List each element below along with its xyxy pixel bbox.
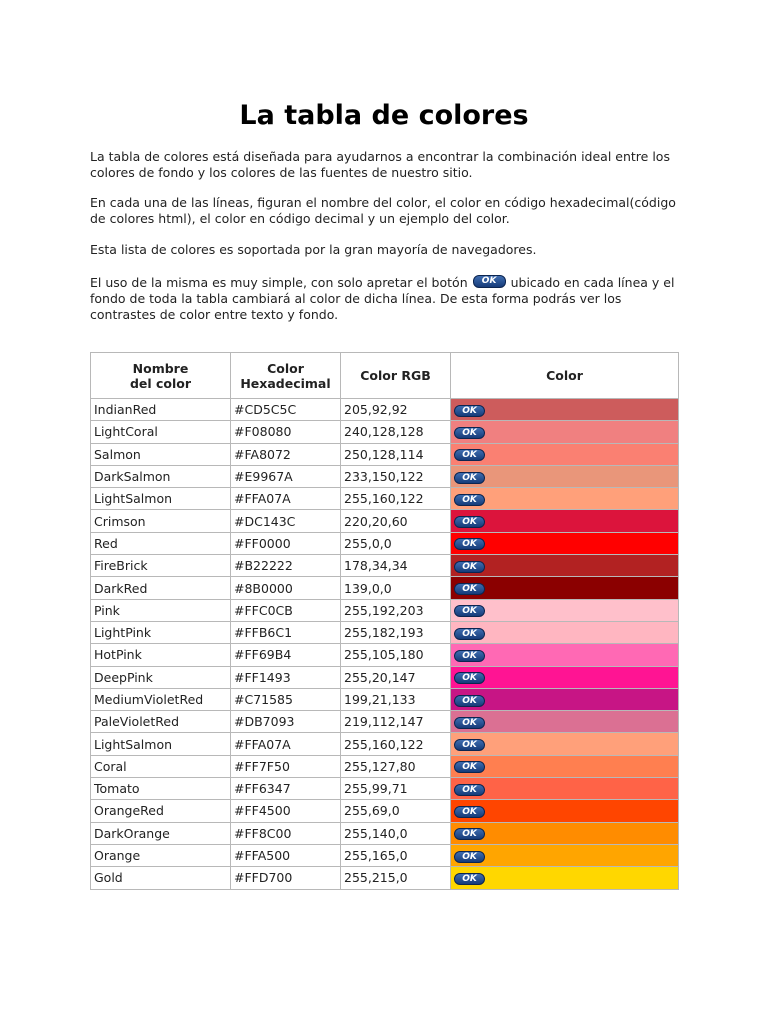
cell-name: DarkSalmon: [91, 465, 231, 487]
cell-hex: #F08080: [231, 421, 341, 443]
table-row: [91, 800, 679, 822]
cell-name: Gold: [91, 867, 231, 889]
ok-button[interactable]: OK: [454, 717, 485, 729]
cell-hex: #FF6347: [231, 778, 341, 800]
ok-button[interactable]: OK: [454, 851, 485, 863]
cell-name: Orange: [91, 844, 231, 866]
cell-color-swatch: [451, 822, 679, 844]
cell-rgb: 255,192,203: [341, 599, 451, 621]
ok-button[interactable]: OK: [454, 650, 485, 662]
cell-hex: #FFA07A: [231, 733, 341, 755]
cell-color-swatch: [451, 666, 679, 688]
cell-name: LightPink: [91, 621, 231, 643]
cell-name: Red: [91, 532, 231, 554]
cell-rgb: 205,92,92: [341, 399, 451, 421]
ok-button[interactable]: OK: [454, 873, 485, 885]
table-row: [91, 711, 679, 733]
ok-button[interactable]: OK: [454, 427, 485, 439]
ok-button[interactable]: OK: [454, 583, 485, 595]
cell-rgb: 255,99,71: [341, 778, 451, 800]
cell-rgb: 139,0,0: [341, 577, 451, 599]
ok-button[interactable]: OK: [454, 761, 485, 773]
cell-color-swatch: [451, 733, 679, 755]
cell-color-swatch: [451, 555, 679, 577]
intro-p4-before: El uso de la misma es muy simple, con solo apretar el botón: [90, 275, 468, 290]
cell-color-swatch: [451, 443, 679, 465]
cell-name: HotPink: [91, 644, 231, 666]
cell-rgb: 255,160,122: [341, 488, 451, 510]
table-row: [91, 644, 679, 666]
cell-hex: #FF4500: [231, 800, 341, 822]
cell-name: Salmon: [91, 443, 231, 465]
cell-hex: #FFC0CB: [231, 599, 341, 621]
cell-color-swatch: [451, 599, 679, 621]
cell-hex: #FF69B4: [231, 644, 341, 666]
cell-rgb: 255,215,0: [341, 867, 451, 889]
cell-name: PaleVioletRed: [91, 711, 231, 733]
cell-hex: #B22222: [231, 555, 341, 577]
cell-hex: #FFB6C1: [231, 621, 341, 643]
cell-color-swatch: [451, 510, 679, 532]
cell-rgb: 255,182,193: [341, 621, 451, 643]
ok-button[interactable]: OK: [454, 806, 485, 818]
cell-name: LightSalmon: [91, 733, 231, 755]
cell-color-swatch: [451, 488, 679, 510]
intro-paragraph-1: La tabla de colores está diseñada para ayudarnos a encontrar la combinación ideal entre los colores de fondo y los colores de las fuentes de nuestro sitio.: [90, 149, 670, 180]
table-row: [91, 443, 679, 465]
ok-button[interactable]: OK: [454, 472, 485, 484]
ok-button[interactable]: OK: [454, 672, 485, 684]
cell-name: IndianRed: [91, 399, 231, 421]
cell-hex: #FA8072: [231, 443, 341, 465]
table-row: [91, 621, 679, 643]
ok-button[interactable]: OK: [454, 628, 485, 640]
table-row: [91, 688, 679, 710]
inline-ok-button[interactable]: OK: [473, 275, 506, 288]
cell-rgb: 178,34,34: [341, 555, 451, 577]
header-color-hex: Color Hexadecimal: [231, 353, 341, 399]
table-row: [91, 577, 679, 599]
cell-hex: #FF8C00: [231, 822, 341, 844]
header-color-name: Nombre del color: [91, 353, 231, 399]
cell-rgb: 250,128,114: [341, 443, 451, 465]
cell-color-swatch: [451, 711, 679, 733]
cell-color-swatch: [451, 465, 679, 487]
ok-button[interactable]: OK: [454, 784, 485, 796]
table-row: [91, 399, 679, 421]
cell-color-swatch: [451, 844, 679, 866]
page-title: La tabla de colores: [239, 100, 529, 131]
table-row: [91, 755, 679, 777]
ok-button[interactable]: OK: [454, 494, 485, 506]
cell-name: Pink: [91, 599, 231, 621]
cell-name: Coral: [91, 755, 231, 777]
cell-name: Tomato: [91, 778, 231, 800]
cell-hex: #FF1493: [231, 666, 341, 688]
color-table-body: [91, 399, 679, 890]
cell-name: DarkOrange: [91, 822, 231, 844]
ok-button[interactable]: OK: [454, 449, 485, 461]
ok-button[interactable]: OK: [454, 739, 485, 751]
cell-color-swatch: [451, 688, 679, 710]
header-color-sample: Color: [451, 353, 679, 399]
cell-color-swatch: [451, 399, 679, 421]
table-row: [91, 844, 679, 866]
intro-p4-after: ubicado en cada línea y el fondo de toda la tabla cambiará al color de dicha línea. De esta forma podrás ver los contrastes de color entre texto y fondo.: [90, 275, 675, 322]
ok-button[interactable]: OK: [454, 828, 485, 840]
cell-color-swatch: [451, 421, 679, 443]
intro-paragraph-4: [90, 275, 690, 323]
cell-name: MediumVioletRed: [91, 688, 231, 710]
cell-rgb: 255,0,0: [341, 532, 451, 554]
cell-color-swatch: [451, 755, 679, 777]
cell-name: DeepPink: [91, 666, 231, 688]
cell-hex: #FF7F50: [231, 755, 341, 777]
cell-name: FireBrick: [91, 555, 231, 577]
cell-rgb: 219,112,147: [341, 711, 451, 733]
cell-rgb: 255,165,0: [341, 844, 451, 866]
intro-paragraph-2: En cada una de las líneas, figuran el nombre del color, el color en código hexadecimal(código de colores html), el color en código decimal y un ejemplo del color.: [90, 195, 676, 226]
table-row: [91, 488, 679, 510]
cell-name: OrangeRed: [91, 800, 231, 822]
cell-color-swatch: [451, 644, 679, 666]
cell-rgb: 255,20,147: [341, 666, 451, 688]
cell-color-swatch: [451, 577, 679, 599]
color-table: [90, 352, 679, 890]
table-row: [91, 733, 679, 755]
cell-rgb: 255,105,180: [341, 644, 451, 666]
table-row: [91, 867, 679, 889]
cell-rgb: 255,127,80: [341, 755, 451, 777]
table-row: [91, 532, 679, 554]
cell-hex: #FFA07A: [231, 488, 341, 510]
cell-rgb: 199,21,133: [341, 688, 451, 710]
cell-color-swatch: [451, 800, 679, 822]
ok-button[interactable]: OK: [454, 538, 485, 550]
cell-rgb: 233,150,122: [341, 465, 451, 487]
cell-rgb: 255,69,0: [341, 800, 451, 822]
intro-paragraph-3: Esta lista de colores es soportada por la gran mayoría de navegadores.: [90, 242, 537, 257]
ok-button[interactable]: OK: [454, 561, 485, 573]
table-row: [91, 510, 679, 532]
cell-rgb: 240,128,128: [341, 421, 451, 443]
table-row: [91, 822, 679, 844]
table-row: [91, 555, 679, 577]
ok-button[interactable]: OK: [454, 605, 485, 617]
cell-name: DarkRed: [91, 577, 231, 599]
cell-hex: #E9967A: [231, 465, 341, 487]
cell-hex: #CD5C5C: [231, 399, 341, 421]
ok-button[interactable]: OK: [454, 516, 485, 528]
cell-rgb: 255,140,0: [341, 822, 451, 844]
cell-rgb: 220,20,60: [341, 510, 451, 532]
cell-hex: #DC143C: [231, 510, 341, 532]
cell-name: LightSalmon: [91, 488, 231, 510]
ok-button[interactable]: OK: [454, 405, 485, 417]
cell-hex: #DB7093: [231, 711, 341, 733]
table-row: [91, 421, 679, 443]
cell-color-swatch: [451, 778, 679, 800]
table-row: [91, 465, 679, 487]
cell-hex: #8B0000: [231, 577, 341, 599]
ok-button[interactable]: OK: [454, 695, 485, 707]
cell-color-swatch: [451, 532, 679, 554]
cell-rgb: 255,160,122: [341, 733, 451, 755]
cell-hex: #FFA500: [231, 844, 341, 866]
cell-name: Crimson: [91, 510, 231, 532]
cell-color-swatch: [451, 867, 679, 889]
header-color-rgb: Color RGB: [341, 353, 451, 399]
cell-hex: #FF0000: [231, 532, 341, 554]
cell-hex: #C71585: [231, 688, 341, 710]
table-header-row: [91, 353, 679, 399]
table-row: [91, 599, 679, 621]
cell-hex: #FFD700: [231, 867, 341, 889]
table-row: [91, 666, 679, 688]
cell-color-swatch: [451, 621, 679, 643]
cell-name: LightCoral: [91, 421, 231, 443]
table-row: [91, 778, 679, 800]
